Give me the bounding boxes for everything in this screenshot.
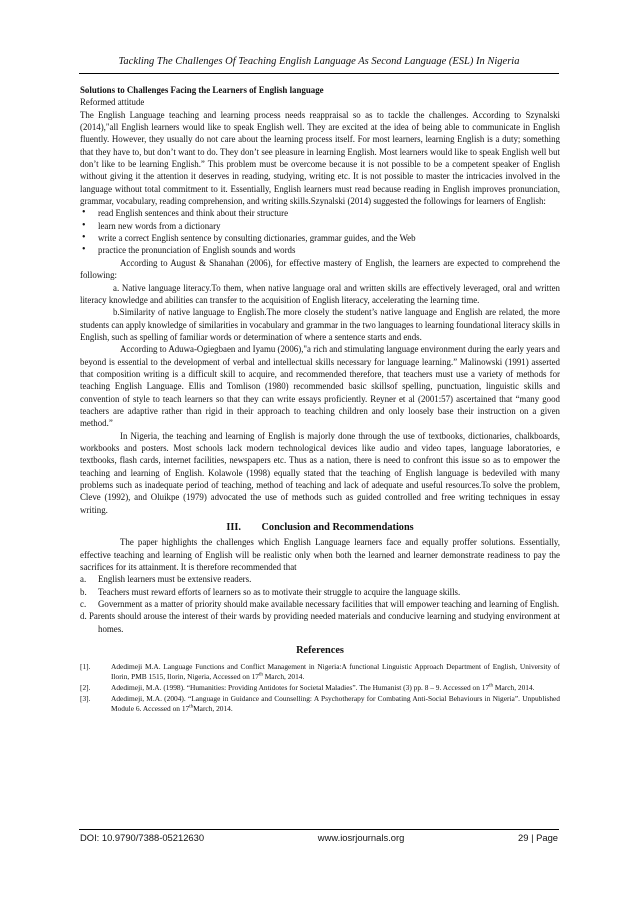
- doi: DOI: 10.9790/7388-05212630: [80, 832, 205, 843]
- reference-item: [2]. Adedimeji, M.A. (1998). “Humanities: Providing Antidotes for Societal Maladies”. The Humanist (3) pp. 8 – 9. Accessed on 17th March, 2014.: [80, 683, 535, 693]
- page-number: 29 | Page: [518, 832, 558, 843]
- subheading: Reformed attitude: [80, 97, 145, 108]
- running-header: Tackling The Challenges Of Teaching English Language As Second Language (ESL) In Nigeria: [118, 56, 520, 67]
- footer: [80, 832, 558, 843]
- references-title: References: [296, 645, 344, 657]
- recommendations-list: [80, 573, 560, 635]
- paragraph-7: The paper highlights the challenges which English Language learners face and equally proffer solutions. Essentially, effective teaching and learning of English will be realistic only when both the learned and learner demonstrate readiness to pay the sacrifices for its attainment. It is therefore recommended that: [80, 537, 560, 573]
- list-item: a. English learners must be extensive readers.: [80, 574, 252, 585]
- paragraph-2: According to August & Shanahan (2006), for effective mastery of English, the learners are expected to comprehend the following:: [80, 257, 560, 281]
- bullet-item: • learn new words from a dictionary: [80, 220, 560, 232]
- reference-item: [3]. Adedimeji, M.A. (2004). “Language in Guidance and Counselling: A Psychotherapy for Combating Anti-Social Behaviours in Nigeria”. Unpublished Module 6. Accessed on 17thMarch, 2014.: [80, 694, 560, 714]
- conclusion-number: III.: [226, 522, 241, 534]
- bullet-list: [80, 207, 560, 256]
- header-rule: [79, 73, 559, 74]
- reference-item: [1]. Adedimeji M.A. Language Functions and Conflict Management in Nigeria:A functional Linguistic Approach Department of English, University of Ilorin, PMB 1515, Ilorin, Nigeria, Accessed on 17th March, 2014.: [80, 662, 560, 682]
- list-item-d: d. Parents should arouse the interest of their wards by providing needed materials and conducive learning and studying environment at homes.: [80, 611, 560, 634]
- conclusion-heading: [80, 522, 560, 534]
- list-item: b. Teachers must reward efforts of learners so as to motivate their struggle to acquire the language skills.: [80, 586, 461, 597]
- conclusion-title: Conclusion and Recommendations: [261, 522, 414, 534]
- paragraph-4: b.Similarity of native language to English.The more closely the student’s native language and English are related, the more students can apply knowledge of similarities in vocabulary and grammar in the two languages to learning foundational literacy skills in English, such as spelling of familiar words or determination of where a sentence starts and ends.: [80, 307, 560, 342]
- website-link[interactable]: www.iosrjournals.org: [317, 832, 405, 843]
- article-body: [80, 84, 560, 715]
- list-item: c. Government as a matter of priority should make available necessary facilities that will empower teaching and learning of English.: [80, 599, 560, 610]
- paragraph-3: a. Native language literacy.To them, when native language oral and written skills are effectively leveraged, oral and written literacy knowledge and abilities can transfer to the acquisition of English literacy, accelerating the learning time.: [80, 282, 560, 305]
- section-heading: Solutions to Challenges Facing the Learners of English language: [80, 85, 324, 95]
- bullet-item: • read English sentences and think about their structure: [80, 207, 560, 219]
- footer-rule: [79, 829, 559, 830]
- paragraph-6: In Nigeria, the teaching and learning of English is majorly done through the use of textbooks, dictionaries, chalkboards, workbooks and posters. Most schools lack modern technological devices like audio and video tapes, language laboratories, e textbooks, flash cards, internet facilities, newspapers etc. Thus as a nation, there is need to confront this issue so as to empower the teaching and learning of English. Kolawole (1998) equally stated that the teaching of English language is bedeviled with many problems such as inadequate period of teaching, method of teaching and lack of adequate and useful resources.To solve the problem, Cleve (1992), and Oluikpe (1979) advocated the use of methods such as guided controlled and free writing techniques in essay writing.: [80, 430, 560, 515]
- bullet-item: • practice the pronunciation of English sounds and words: [80, 244, 560, 256]
- bullet-item: • write a correct English sentence by consulting dictionaries, grammar guides, and the Web: [80, 232, 560, 244]
- paragraph-1: The English Language teaching and learning process needs reappraisal so as to tackle the challenges. According to Szynalski (2014),"all English learners would like to speak English well. They are excited at the idea of being able to communicate in English fluently. However, they usually do not care about the learning process itself. For most learners, learning English is a duty; something that they have to, but don’t want to do. They don’t see pleasure in learning English. Most learners would like to speak English well but don’t like to be learning English.” This problem must be overcome because it is not possible to be a competent speaker of English without giving it the attention it deserves in reading, studying, writing etc. It is not possible to master the intricacies involved in the language without total commitment to it. Essentially, English learners must read because reading in English improves pronunciation, grammar, vocabulary, reading comprehension, and writing skills.Szynalski (2014) suggested the followings for learners of English:: [80, 109, 560, 207]
- paragraph-5: According to Aduwa-Ogiegbaen and Iyamu (2006),"a rich and stimulating language environment during the early years and beyond is essential to the development of verbal and intellectual skills necessary for language learning.” Malinowski (1991) asserted that composition writing is a difficult skill to acquire, and recommended therefore, that teachers must use a variety of methods for teaching English Language. Ellis and Tomlison (1980) recommended basic skillsof spelling, punctuation, linguistic skills and convention of style to teach learners so that they can write essays proficiently. Reyner et al (2001:57) ascertained that “many good teachers are adaptive rather than rigid in their approach to teaching children and only loosely base their instruction on a given method.”: [80, 344, 560, 429]
